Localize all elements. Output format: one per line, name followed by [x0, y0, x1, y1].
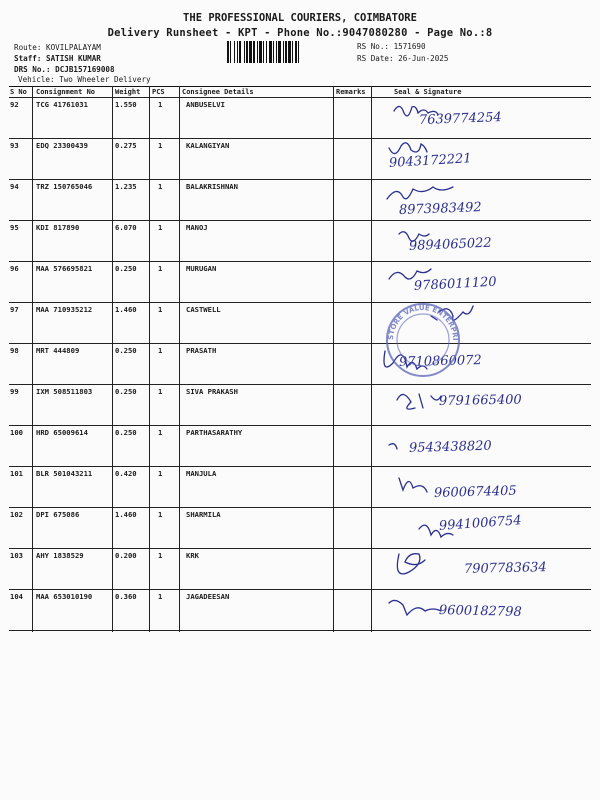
consignee-name: SIVA PRAKASH [186, 387, 238, 396]
row-rule [9, 630, 591, 631]
handwritten-signature [379, 181, 589, 221]
weight-value: 1.550 [115, 100, 137, 109]
handwritten-signature [379, 222, 589, 262]
consignment-number: EDQ 23300439 [36, 141, 88, 150]
handwritten-signature [379, 386, 589, 426]
company-stamp [383, 300, 463, 380]
consignee-name: SHARMILA [186, 510, 221, 519]
weight-value: 0.360 [115, 592, 137, 601]
consignee-name: ANBUSELVI [186, 100, 225, 109]
row-rule [9, 179, 591, 180]
consignment-number: TRZ 150765046 [36, 182, 93, 191]
consignee-name: KALANGIYAN [186, 141, 230, 150]
signature-stroke [389, 444, 397, 449]
consignment-number: MRT 444809 [36, 346, 80, 355]
table-top-rule [9, 86, 591, 87]
signature-stroke [397, 394, 441, 409]
row-rule [9, 302, 591, 303]
signature-stroke [387, 187, 453, 199]
pieces-count: 1 [158, 305, 163, 314]
consignment-number: TCG 41761031 [36, 100, 88, 109]
consignee-name: JAGADEESAN [186, 592, 230, 601]
handwritten-phone: 9600674405 [433, 483, 517, 501]
consignment-number: MAA 653010190 [36, 592, 93, 601]
col-divider [32, 86, 33, 632]
pieces-count: 1 [158, 141, 163, 150]
handwritten-signature [379, 468, 589, 508]
serial-number: 92 [10, 100, 19, 109]
weight-value: 0.250 [115, 387, 137, 396]
pieces-count: 1 [158, 223, 163, 232]
pieces-count: 1 [158, 387, 163, 396]
company-name: THE PROFESSIONAL COURIERS, COIMBATORE [183, 12, 417, 24]
weight-value: 0.250 [115, 264, 137, 273]
col-header-consignment: Consignment No [36, 88, 96, 96]
col-divider [112, 86, 113, 632]
consignment-number: DPI 675086 [36, 510, 80, 519]
row-rule [9, 384, 591, 385]
consignee-name: MURUGAN [186, 264, 217, 273]
handwritten-signature [379, 263, 589, 303]
consignee-name: CASTWELL [186, 305, 221, 314]
handwritten-phone: 9543438820 [408, 438, 492, 456]
signature-stroke [399, 478, 427, 492]
consignment-number: IXM 508511803 [36, 387, 93, 396]
pieces-count: 1 [158, 100, 163, 109]
pieces-count: 1 [158, 182, 163, 191]
weight-value: 1.460 [115, 305, 137, 314]
weight-value: 1.460 [115, 510, 137, 519]
barcode-image [227, 41, 349, 63]
weight-value: 0.250 [115, 346, 137, 355]
stamp-text: STORE VALUE ENTERPRI [386, 303, 460, 341]
pieces-count: 1 [158, 346, 163, 355]
drs-number: DRS No.: DCJB157169008 [14, 65, 115, 74]
serial-number: 99 [10, 387, 19, 396]
consignee-name: MANJULA [186, 469, 217, 478]
route-label: Route: KOVILPALAYAM [14, 43, 101, 52]
handwritten-signature [379, 509, 589, 549]
consignee-name: KRK [186, 551, 199, 560]
rs-date: RS Date: 26-Jun-2025 [357, 54, 449, 63]
row-rule [9, 548, 591, 549]
weight-value: 6.070 [115, 223, 137, 232]
pieces-count: 1 [158, 510, 163, 519]
row-rule [9, 589, 591, 590]
serial-number: 96 [10, 264, 19, 273]
vehicle-label: Vehicle: Two Wheeler Delivery [18, 75, 151, 84]
consignment-number: BLR 501043211 [36, 469, 93, 478]
serial-number: 103 [10, 551, 23, 560]
row-rule [9, 220, 591, 221]
handwritten-phone: 9941006754 [438, 513, 523, 534]
serial-number: 102 [10, 510, 23, 519]
handwritten-phone: 7907783634 [463, 560, 547, 577]
pieces-count: 1 [158, 469, 163, 478]
runsheet-table [9, 86, 591, 632]
handwritten-signature [379, 140, 589, 180]
pieces-count: 1 [158, 551, 163, 560]
row-rule [9, 425, 591, 426]
signature-stroke [389, 600, 441, 615]
weight-value: 1.235 [115, 182, 137, 191]
serial-number: 101 [10, 469, 23, 478]
handwritten-phone: 8973983492 [398, 200, 482, 218]
pieces-count: 1 [158, 428, 163, 437]
col-header-sno: S No [10, 88, 27, 96]
handwritten-phone: 9894065022 [408, 235, 492, 254]
consignment-number: MAA 576695821 [36, 264, 93, 273]
handwritten-phone: 7639774254 [418, 110, 502, 128]
handwritten-signature [379, 427, 589, 467]
serial-number: 100 [10, 428, 23, 437]
col-header-pcs: PCS [152, 88, 165, 96]
col-header-consignee: Consignee Details [182, 88, 254, 96]
row-rule [9, 343, 591, 344]
signature-stroke [397, 554, 425, 574]
signature-stroke [389, 143, 427, 154]
col-header-remarks: Remarks [336, 88, 366, 96]
handwritten-phone: 9710860072 [398, 353, 482, 370]
serial-number: 104 [10, 592, 23, 601]
consignee-name: BALAKRISHNAN [186, 182, 238, 191]
handwritten-phone: 9043172221 [388, 151, 473, 171]
handwritten-phone: 9600182798 [438, 603, 522, 620]
header-bottom-rule [9, 97, 591, 98]
consignment-number: AHY 1838529 [36, 551, 84, 560]
serial-number: 93 [10, 141, 19, 150]
col-header-weight: Weight [115, 88, 141, 96]
serial-number: 97 [10, 305, 19, 314]
row-rule [9, 507, 591, 508]
runsheet-title: Delivery Runsheet - KPT - Phone No.:9047080280 - Page No.:8 [107, 27, 493, 39]
col-divider [333, 86, 334, 632]
weight-value: 0.250 [115, 428, 137, 437]
row-rule [9, 261, 591, 262]
svg-text:STORE VALUE ENTERPRISES [383, 300, 459, 341]
col-divider [149, 86, 150, 632]
consignee-name: PRASATH [186, 346, 217, 355]
col-header-signature: Seal & Signature [394, 88, 462, 96]
pieces-count: 1 [158, 592, 163, 601]
weight-value: 0.275 [115, 141, 137, 150]
consignment-number: HRD 65009614 [36, 428, 88, 437]
handwritten-signature [379, 550, 589, 590]
col-divider [371, 86, 372, 632]
consignment-number: MAA 710935212 [36, 305, 93, 314]
weight-value: 0.420 [115, 469, 137, 478]
handwritten-phone: 9791665400 [438, 392, 522, 409]
weight-value: 0.200 [115, 551, 137, 560]
handwritten-signature [379, 591, 589, 631]
handwritten-signature [379, 99, 589, 139]
rs-number: RS No.: 1571690 [357, 42, 426, 51]
serial-number: 98 [10, 346, 19, 355]
handwritten-phone: 9786011120 [413, 274, 497, 294]
row-rule [9, 138, 591, 139]
pieces-count: 1 [158, 264, 163, 273]
col-divider [179, 86, 180, 632]
serial-number: 95 [10, 223, 19, 232]
serial-number: 94 [10, 182, 19, 191]
row-rule [9, 466, 591, 467]
staff-label: Staff: SATISH KUMAR [14, 54, 101, 63]
consignee-name: PARTHASARATHY [186, 428, 243, 437]
consignee-name: MANOJ [186, 223, 208, 232]
consignment-number: KDI 817890 [36, 223, 80, 232]
